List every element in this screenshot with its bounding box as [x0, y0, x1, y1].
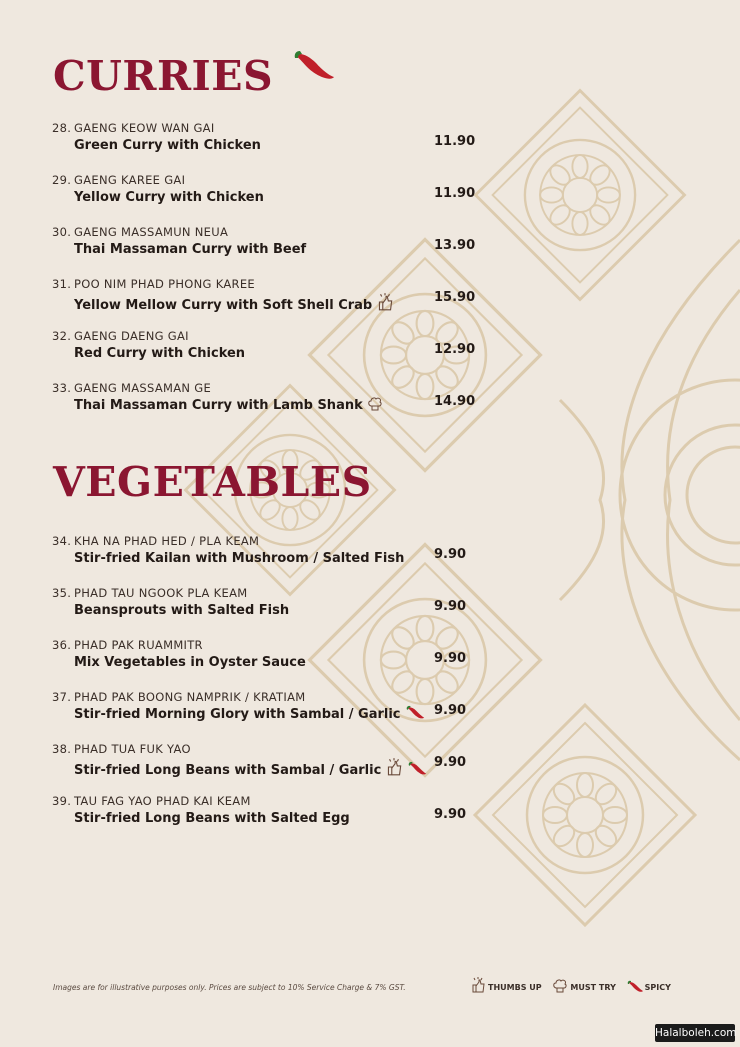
site-watermark: Halalboleh.com	[655, 1024, 735, 1042]
item-english-name: Beansprouts with Salted Fish	[74, 603, 290, 618]
item-native-name-row	[52, 277, 482, 292]
item-native-name: KHA NA PHAD HED / PLA KEAM	[74, 534, 260, 548]
item-english-name: Thai Massaman Curry with Lamb Shank	[74, 398, 363, 413]
item-english-row	[74, 240, 482, 259]
item-english-name: Green Curry with Chicken	[74, 138, 261, 153]
item-price: 9.90	[434, 547, 467, 562]
menu-item	[52, 638, 482, 672]
item-number: 34.	[52, 534, 72, 548]
item-english-row	[74, 344, 482, 363]
item-number: 29.	[52, 173, 72, 187]
item-english-name: Stir-fried Kailan with Mushroom / Salted Fish	[74, 551, 405, 566]
item-english-row	[74, 653, 482, 672]
item-native-name-row	[52, 742, 482, 757]
legend-thumbs-up-label: THUMBS UP	[488, 983, 542, 992]
item-english-name: Yellow Mellow Curry with Soft Shell Crab	[74, 298, 373, 313]
item-native-name-row	[52, 586, 482, 601]
item-native-name: PHAD PAK BOONG NAMPRIK / KRATIAM	[74, 690, 306, 704]
item-number: 38.	[52, 742, 72, 756]
item-english-row	[74, 549, 482, 568]
item-english-row	[74, 705, 482, 724]
menu-item	[52, 586, 482, 620]
item-native-name: PHAD TAU NGOOK PLA KEAM	[74, 586, 248, 600]
thumbs-up-icon	[385, 757, 403, 783]
menu-item	[52, 277, 482, 311]
item-native-name-row	[52, 534, 482, 549]
item-english-name: Yellow Curry with Chicken	[74, 190, 264, 205]
item-native-name-row	[52, 121, 482, 136]
chef-hat-icon	[552, 978, 568, 994]
chili-icon	[405, 705, 425, 727]
item-number: 33.	[52, 381, 72, 395]
legend-must-try-label: MUST TRY	[570, 983, 616, 992]
item-native-name-row	[52, 690, 482, 705]
item-number: 28.	[52, 121, 72, 135]
item-native-name: GAENG DAENG GAI	[74, 329, 189, 343]
item-english-row	[74, 188, 482, 207]
menu-item	[52, 121, 482, 155]
item-price: 15.90	[434, 290, 476, 305]
item-native-name-row	[52, 381, 482, 396]
item-native-name-row	[52, 329, 482, 344]
item-native-name-row	[52, 794, 482, 809]
vegetables-title: VEGETABLES	[53, 458, 372, 506]
item-price: 9.90	[434, 755, 467, 770]
item-english-row	[74, 757, 482, 776]
thumbs-up-icon	[470, 976, 486, 994]
curries-title: CURRIES	[53, 50, 336, 97]
item-number: 37.	[52, 690, 72, 704]
chef-hat-icon	[367, 396, 383, 418]
item-number: 31.	[52, 277, 72, 291]
menu-item	[52, 381, 482, 415]
icon-legend	[470, 976, 679, 996]
chili-icon	[407, 761, 427, 783]
item-price: 9.90	[434, 651, 467, 666]
item-native-name: PHAD TUA FUK YAO	[74, 742, 191, 756]
item-native-name-row	[52, 225, 482, 240]
menu-item	[52, 742, 482, 776]
item-price: 9.90	[434, 807, 467, 822]
legend-spicy-label: SPICY	[644, 983, 671, 992]
item-price: 13.90	[434, 238, 476, 253]
item-english-name: Stir-fried Morning Glory with Sambal / Garlic	[74, 707, 401, 722]
item-number: 39.	[52, 794, 72, 808]
item-english-name: Mix Vegetables in Oyster Sauce	[74, 655, 306, 670]
item-price: 11.90	[434, 134, 476, 149]
item-price: 9.90	[434, 599, 467, 614]
menu-item	[52, 690, 482, 724]
item-english-row	[74, 136, 482, 155]
item-english-name: Stir-fried Long Beans with Salted Egg	[74, 811, 350, 826]
item-native-name: GAENG MASSAMAN GE	[74, 381, 212, 395]
chili-icon	[292, 50, 336, 84]
item-english-name: Red Curry with Chicken	[74, 346, 246, 361]
item-native-name: GAENG MASSAMUN NEUA	[74, 225, 229, 239]
item-native-name: GAENG KAREE GAI	[74, 173, 186, 187]
item-native-name-row	[52, 173, 482, 188]
item-english-name: Stir-fried Long Beans with Sambal / Garlic	[74, 763, 382, 778]
item-price: 11.90	[434, 186, 476, 201]
chili-icon	[627, 980, 643, 994]
menu-item	[52, 329, 482, 363]
menu-item	[52, 173, 482, 207]
item-price: 12.90	[434, 342, 476, 357]
item-native-name: POO NIM PHAD PHONG KAREE	[74, 277, 255, 291]
menu-item	[52, 534, 482, 568]
item-native-name: GAENG KEOW WAN GAI	[74, 121, 215, 135]
item-price: 9.90	[434, 703, 467, 718]
item-price: 14.90	[434, 394, 476, 409]
item-english-row	[74, 809, 482, 828]
footer-disclaimer: Images are for illustrative purposes only. Prices are subject to 10% Service Charge & 7% GST.	[53, 983, 406, 992]
item-native-name: PHAD PAK RUAMMITR	[74, 638, 203, 652]
item-english-name: Thai Massaman Curry with Beef	[74, 242, 307, 257]
item-number: 35.	[52, 586, 72, 600]
item-english-row	[74, 396, 482, 415]
item-english-row	[74, 292, 482, 311]
item-number: 36.	[52, 638, 72, 652]
menu-item	[52, 225, 482, 259]
item-native-name: TAU FAG YAO PHAD KAI KEAM	[74, 794, 251, 808]
item-native-name-row	[52, 638, 482, 653]
thumbs-up-icon	[376, 292, 394, 318]
item-number: 30.	[52, 225, 72, 239]
item-english-row	[74, 601, 482, 620]
menu-item	[52, 794, 482, 828]
item-number: 32.	[52, 329, 72, 343]
